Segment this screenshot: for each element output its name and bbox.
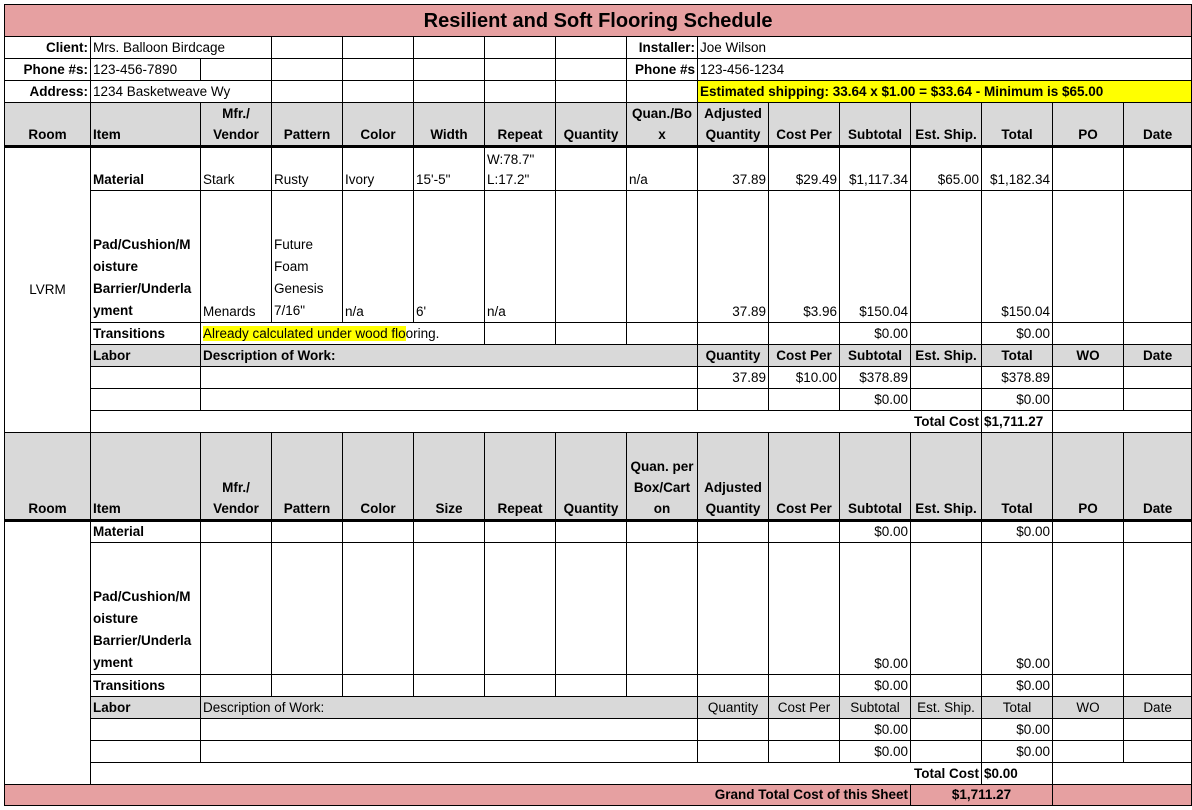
grand-total-value: $1,711.27 <box>911 785 1053 806</box>
shipping-note: Estimated shipping: 33.64 x $1.00 = $33.64 - Minimum is $65.00 <box>698 81 1192 103</box>
col-pattern: Pattern <box>272 103 343 147</box>
installer-label: Installer: <box>627 37 698 59</box>
col-item: Item <box>91 103 201 147</box>
phone-value[interactable]: 123-456-7890 <box>91 59 201 81</box>
grand-total-row <box>5 785 1192 806</box>
installer-phone-label: Phone #s <box>627 59 698 81</box>
col-room: Room <box>5 103 91 147</box>
repeat-cell[interactable]: W:78.7" L:17.2" <box>485 147 556 191</box>
col-repeat: Repeat <box>485 103 556 147</box>
col-width: Width <box>414 103 485 147</box>
labor-row: 37.89 $10.00 $378.89 $378.89 <box>5 367 1192 389</box>
labor-header-row: Labor Description of Work: Quantity Cost Per Subtotal Est. Ship. Total WO Date <box>5 345 1192 367</box>
installer-value[interactable]: Joe Wilson <box>698 37 1192 59</box>
col-adjusted: Adjusted Quantity <box>698 103 769 147</box>
labor-row-2: $0.00 $0.00 <box>5 719 1192 741</box>
address-label: Address: <box>5 81 91 103</box>
address-value[interactable]: 1234 Basketweave Wy <box>91 81 272 103</box>
total-cost-row-2: Total Cost $0.00 <box>5 763 1192 785</box>
col-est-ship: Est. Ship. <box>911 103 982 147</box>
room-cell[interactable]: LVRM <box>5 147 91 433</box>
labor-row: $0.00 $0.00 <box>5 389 1192 411</box>
client-label: Client: <box>5 37 91 59</box>
col-po: PO <box>1053 103 1124 147</box>
material-row-2: Material $0.00 $0.00 <box>5 521 1192 543</box>
total-cost-value-2: $0.00 <box>982 763 1053 785</box>
sheet-title: Resilient and Soft Flooring Schedule <box>5 5 1192 37</box>
total-cost-value: $1,711.27 <box>982 411 1053 433</box>
col-date: Date <box>1124 103 1192 147</box>
material-header-row-2: Room Item Mfr./ Vendor Pattern Color Size Repeat Quantity Quan. per Box/Cart on Adjusted Quantity Cost Per Subtotal Est. Ship. Total PO Date <box>5 433 1192 521</box>
phone-label: Phone #s: <box>5 59 91 81</box>
schedule-table <box>4 4 1192 806</box>
client-value[interactable]: Mrs. Balloon Birdcage <box>91 37 272 59</box>
material-row: LVRM Material Stark Rusty Ivory 15'-5" W:78.7" L:17.2" n/a 37.89 $29.49 $1,117.34 $65.00 $1,182.34 <box>5 147 1192 191</box>
pad-row-2: Pad/Cushion/M oisture Barrier/Underla yment $0.00 $0.00 <box>5 543 1192 675</box>
labor-header-row-2: Labor Description of Work: Quantity Cost Per Subtotal Est. Ship. Total WO Date <box>5 697 1192 719</box>
col-color: Color <box>343 103 414 147</box>
material-header-row <box>5 103 1192 147</box>
total-cost-row: Total Cost $1,711.27 <box>5 411 1192 433</box>
transitions-row: Transitions Already calculated under wood flooring. $0.00 $0.00 <box>5 323 1192 345</box>
col-total: Total <box>982 103 1053 147</box>
installer-phone-value[interactable]: 123-456-1234 <box>698 59 1192 81</box>
grand-total-label: Grand Total Cost of this Sheet <box>5 785 911 806</box>
col-qbox: Quan./Bo x <box>627 103 698 147</box>
room-cell-2[interactable] <box>5 521 91 785</box>
pad-row: Pad/Cushion/M oisture Barrier/Underla yment Menards Future Foam Genesis 7/16" n/a 6' n/a 37.89 $3.96 $150.04 $150.04 <box>5 191 1192 323</box>
col-quantity: Quantity <box>556 103 627 147</box>
transitions-row-2: Transitions $0.00 $0.00 <box>5 675 1192 697</box>
flooring-schedule-sheet <box>4 4 1192 806</box>
col-cost-per: Cost Per <box>769 103 840 147</box>
transitions-note[interactable]: Already calculated under wood flooring. <box>201 323 485 345</box>
col-vendor: Mfr./ Vendor <box>201 103 272 147</box>
labor-row-2: $0.00 $0.00 <box>5 741 1192 763</box>
col-subtotal: Subtotal <box>840 103 911 147</box>
